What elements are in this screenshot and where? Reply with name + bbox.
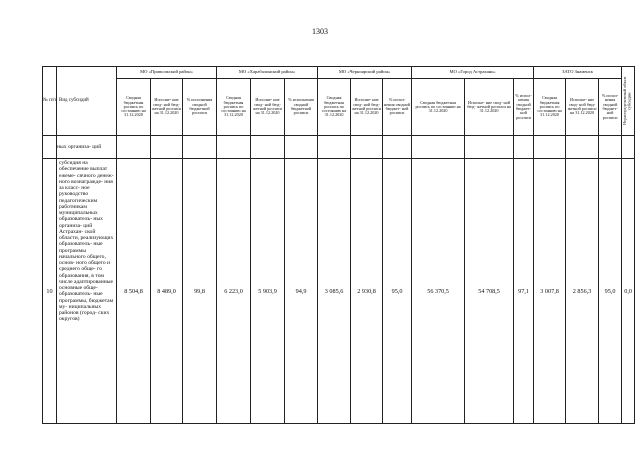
subheader-exec: Исполне- ние свод- ной бюд- жетной росписи на 31.12.2020 (566, 79, 599, 136)
row-number: 10 (43, 159, 57, 424)
value-cell: 0,0 (622, 159, 635, 424)
subheader-exec: Исполне- ние свод- ной бюд- жетной росписи на 31.12.2020 (251, 79, 285, 136)
subheader-budget: Сводная бюджетная роспись по состоянию на 31.12.2020 (318, 79, 351, 136)
subheader-pct: % исполнения сводной бюджетной росписи (285, 79, 318, 136)
subheader-exec: Исполне- ние свод- ной бюд- жетной росписи на 31.12.2020 (351, 79, 383, 136)
header-group-chernoyarsky: МО «Черноярский район» (318, 67, 412, 79)
subheader-pct: % исполнения сводной бюджетной росписи (183, 79, 217, 136)
value-cell: 2 856,3 (566, 159, 599, 424)
value-cell: 3 007,8 (534, 159, 566, 424)
page-number: 1303 (312, 27, 328, 36)
subheader-pct: % испол- нения сводной бюджет- ной росписи (383, 79, 412, 136)
subheader-pct: % испол- нения сводной бюджет- ной росписи (599, 79, 622, 136)
table-row-continuation (43, 136, 635, 159)
value-cell: 54 708,5 (465, 159, 514, 424)
value-cell: 95,0 (383, 159, 412, 424)
subheader-exec: Исполне- ние свод- ной бюд- жетной росписи на 31.12.2020 (465, 79, 514, 136)
table-row (43, 159, 635, 424)
header-group-znamensk: ЗАТО Знаменск (534, 67, 622, 79)
subsidy-table (42, 66, 635, 424)
subheader-budget: Сводная бюджетная роспись по состоянию на 31.12.2020 (217, 79, 251, 136)
header-row-number: № п/п (43, 67, 57, 136)
subheader-budget: Сводная бюджетная роспись по состоянию на 31.12.2020 (117, 79, 151, 136)
value-cell: 95,0 (599, 159, 622, 424)
header-subsidy-type: Вид субсидий (57, 67, 117, 136)
subheader-exec: Исполне- ние свод- ной бюд- жетной росписи на 31.12.2020 (151, 79, 183, 136)
subheader-budget: Сводная бюджетная роспись по состоянию на 31.12.2020 (534, 79, 566, 136)
value-cell: 99,8 (183, 159, 217, 424)
value-cell: 8 504,8 (117, 159, 151, 424)
value-cell: 6 223,0 (217, 159, 251, 424)
header-unallocated: Нераспределенный объем субсидии (622, 67, 635, 136)
value-cell: 97,1 (514, 159, 534, 424)
value-cell: 56 370,5 (412, 159, 465, 424)
value-cell: 3 085,6 (318, 159, 351, 424)
subheader-pct: % испол- нения сводной бюджет- ной росписи (514, 79, 534, 136)
value-cell: 2 930,8 (351, 159, 383, 424)
value-cell: 94,9 (285, 159, 318, 424)
value-cell: 8 489,0 (151, 159, 183, 424)
header-group-privolzhsky: МО «Приволжский район» (117, 67, 217, 79)
subheader-budget: Сводная бюджетная роспись по состоянию на 31.12.2020 (412, 79, 465, 136)
header-group-kharabalinsky: МО «Харабалинский район» (217, 67, 318, 79)
value-cell: 5 903,9 (251, 159, 285, 424)
continuation-text: ных организа- ций (57, 136, 117, 159)
subsidy-name: субсидия на обеспечение выплат ежеме- сячного денеж- ного вознагражде- ния за класс- ное руководство педагогическим работникам муниципальных образователь- ных организа- ций Астрахан- ской области, реализующих образователь- ные программы начального общего, основ- ного общего и среднего обще- го образования, в том числе адаптированные основные обще- образователь- ные программы, бюджетам му- ниципальных районов (город- ских округов) (57, 159, 117, 424)
header-group-astrakhan: МО «Город Астрахань» (412, 67, 534, 79)
